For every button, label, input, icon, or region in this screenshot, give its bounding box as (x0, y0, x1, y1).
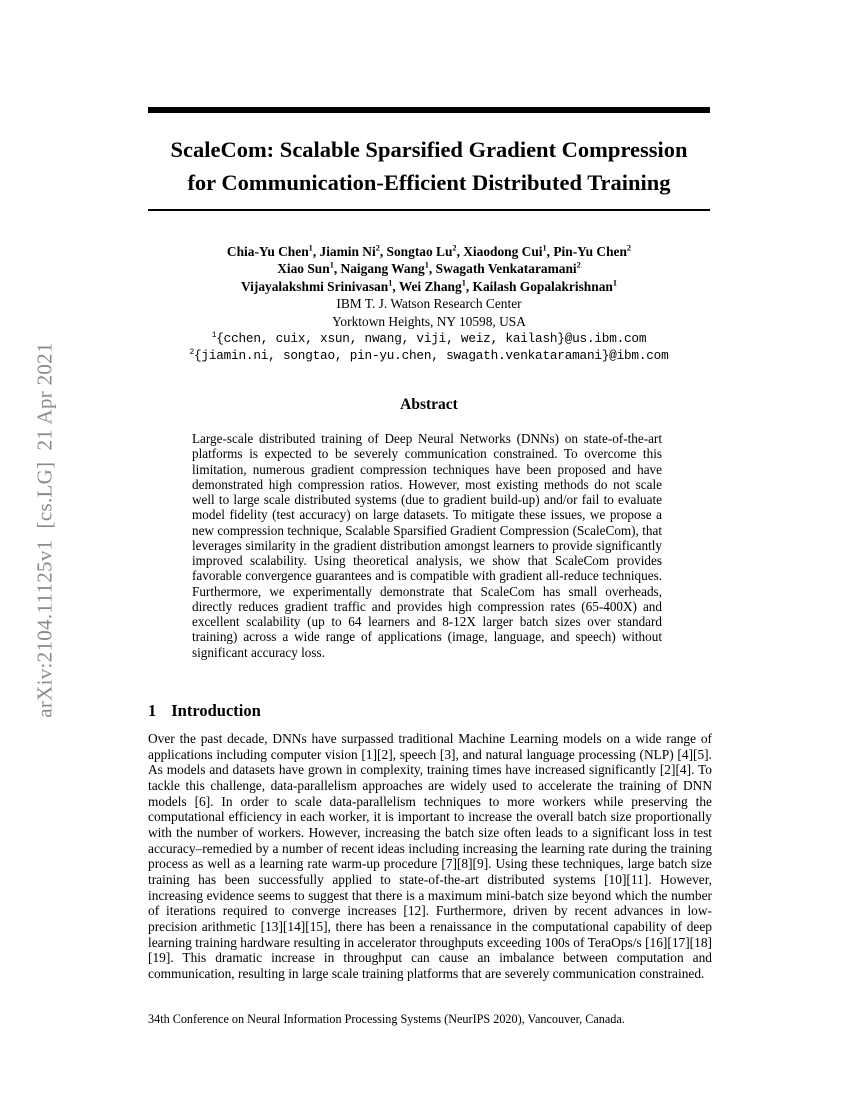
affiliation-address: Yorktown Heights, NY 10598, USA (332, 313, 526, 329)
section-heading-introduction (148, 701, 261, 721)
email-line-1: $^1${cchen, cuix, xsun, nwang, viji, weiz, kailash}@us.ibm.com (211, 330, 647, 347)
conference-footnote: 34th Conference on Neural Information Processing Systems (NeurIPS 2020), Vancouver, Canada. (148, 1012, 625, 1026)
title-rule-top (148, 107, 710, 113)
author-block (140, 243, 718, 365)
author-line-2: Xiao Sun$^1$, Naigang Wang$^1$, Swagath Venkataramani$^2$ (277, 260, 581, 277)
title-rule-bottom (148, 209, 710, 211)
affiliation: IBM T. J. Watson Research Center (336, 296, 522, 312)
introduction-paragraph: Over the past decade, DNNs have surpassed traditional Machine Learning models on a wide range of applications including computer vision [1][2], speech [3], and natural language processing (NLP) [4][5]. As models and datasets have grown in complexity, training times have increased significantly [2][4]. To tackle this challenge, data-parallelism approaches are widely used to accelerate the training of DNN models [6]. In order to scale data-parallelism techniques to more workers while preserving the computational efficiency in each worker, it is important to increase the overall batch size proportionally with the number of workers. However, increasing the batch size often leads to a significant loss in test accuracy–remedied by a number of recent ideas including increasing the learning rate during the training process as well as a learning rate warm-up procedure [7][8][9]. Using these techniques, large batch size training has been successfully applied to state-of-the-art distributed systems [10][11]. However, increasing evidence seems to suggest that there is a maximum mini-batch size beyond which the number of iterations required to converge increases [12]. Furthermore, driven by recent advances in low-precision arithmetic [13][14][15], there has been a renaissance in the computational capability of deep learning training hardware resulting in accelerator throughputs exceeding 100s of TeraOps/s [16][17][18][19]. This dramatic increase in throughput can cause an imbalance between computation and communication, resulting in large scale training platforms that are severely communication constrained. (148, 731, 712, 981)
section-title: Introduction (171, 701, 261, 720)
author-line-1: Chia-Yu Chen$^1$, Jiamin Ni$^2$, Songtao Lu$^2$, Xiaodong Cui$^1$, Pin-Yu Chen$^2$ (226, 243, 632, 259)
paper-title-line2: for Communication-Efficient Distributed Training (187, 170, 671, 195)
abstract-body: Large-scale distributed training of Deep Neural Networks (DNNs) on state-of-the-art platforms is expected to be severely communication constrained. To overcome this limitation, numerous gradient compression techniques have been proposed and have demonstrated high compression ratios. However, most existing methods do not scale well to large scale distributed systems (due to gradient build-up) and/or fail to evaluate model fidelity (test accuracy) on large datasets. To mitigate these issues, we propose a new compression technique, Scalable Sparsified Gradient Compression (ScaleCom), that leverages similarity in the gradient distribution amongst learners to provide significantly improved scalability. Using theoretical analysis, we show that ScaleCom provides favorable convergence guarantees and is compatible with gradient all-reduce techniques. Furthermore, we experimentally demonstrate that ScaleCom has small overheads, directly reduces gradient traffic and provides high compression rates (65-400X) and excellent scalability (up to 64 learners and 8-12X larger batch sizes over standard training) across a wide range of applications (image, language, and speech) without significant accuracy loss. (192, 431, 662, 660)
paper-title (140, 133, 718, 199)
section-number: 1 (148, 701, 157, 720)
email-line-2: $^2${jiamin.ni, songtao, pin-yu.chen, swagath.venkataramani}@ibm.com (189, 348, 669, 364)
abstract-heading: Abstract (400, 396, 458, 413)
author-line-3: Vijayalakshmi Srinivasan$^1$, Wei Zhang$^1$, Kailash Gopalakrishnan$^1$ (240, 278, 617, 294)
arxiv-watermark: arXiv:2104.11125v1 [cs.LG] 21 Apr 2021 (32, 342, 57, 718)
paper-title-line1: ScaleCom: Scalable Sparsified Gradient Compression (170, 137, 688, 162)
